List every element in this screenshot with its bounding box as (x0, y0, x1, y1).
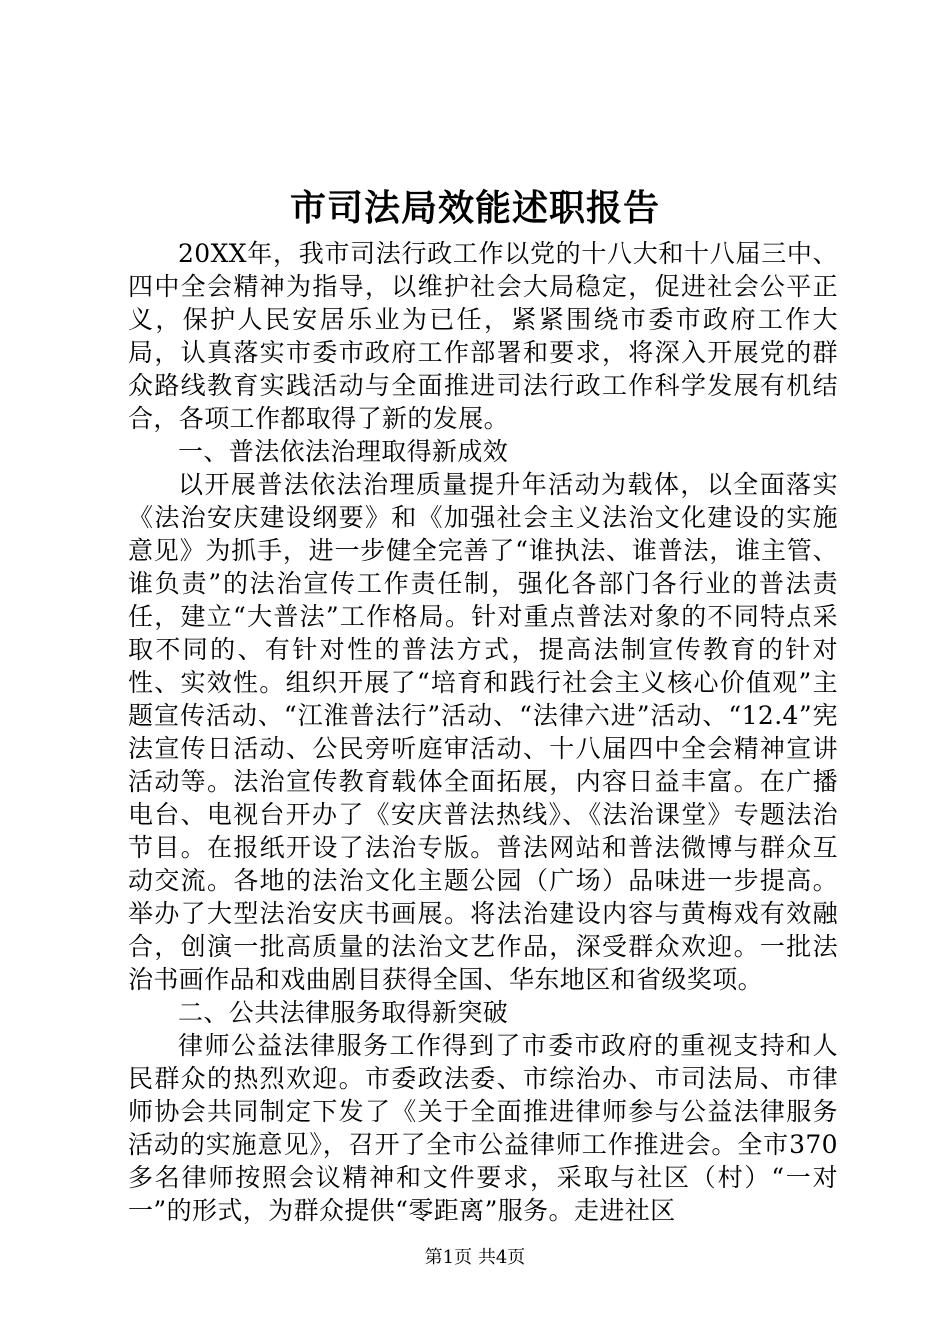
section-heading-1: 一、普法依法治理取得新成效 (178, 437, 509, 466)
paragraph-section-1: 以开展普法依法治理质量提升年活动为载体，以全面落实《法治安庆建设纲要》和《加强社会主义法治文化建设的实施意见》为抓手，进一步健全完善了“谁执法、谁普法，谁主管、谁负责”的法治宣传工作责任制，强化各部门各行业的普法责任，建立“大普法”工作格局。针对重点普法对象的不同特点采取不同的、有针对性的普法方式，提高法制宣传教育的针对性、实效性。组织开展了“培育和践行社会主义核心价值观”主题宣传活动、“江淮普法行”活动、“法律六进”活动、“12.4”宪法宣传日活动、公民旁听庭审活动、十八届四中全会精神宣讲活动等。法治宣传教育载体全面拓展，内容日益丰富。在广播电台、电视台开办了《安庆普法热线》、《法治课堂》专题法治节目。在报纸开设了法治专版。普法网站和普法微博与群众互动交流。各地的法治文化主题公园（广场）品味进一步提高。举办了大型法治安庆书画展。将法治建设内容与黄梅戏有效融合，创演一批高质量的法治文艺作品，深受群众欢迎。一批法治书画作品和戏曲剧目获得全国、华东地区和省级奖项。 (128, 470, 838, 994)
paragraph-section-2: 律师公益法律服务工作得到了市委市政府的重视支持和人民群众的热烈欢迎。市委政法委、市综治办、市司法局、市律师协会共同制定下发了《关于全面推进律师参与公益法律服务活动的实施意见》，召开了全市公益律师工作推进会。全市370多名律师按照会议精神和文件要求，采取与社区（村）“一对一”的形式，为群众提供“零距离”服务。走进社区 (128, 1031, 838, 1225)
document-body (128, 237, 838, 1227)
section-heading-2: 二、公共法律服务取得新突破 (178, 998, 509, 1027)
page-title: 市司法局效能述职报告 (289, 187, 660, 229)
page-footer: 第1页 共4页 (424, 1247, 526, 1268)
paragraph-intro: 20XX年，我市司法行政工作以党的十八大和十八届三中、四中全会精神为指导，以维护社会大局稳定，促进社会公平正义，保护人民安居乐业为已任，紧紧围绕市委市政府工作大局，认真落实市委市政府工作部署和要求，将深入开展党的群众路线教育实践活动与全面推进司法行政工作科学发展有机结合，各项工作都取得了新的发展。 (128, 239, 838, 433)
